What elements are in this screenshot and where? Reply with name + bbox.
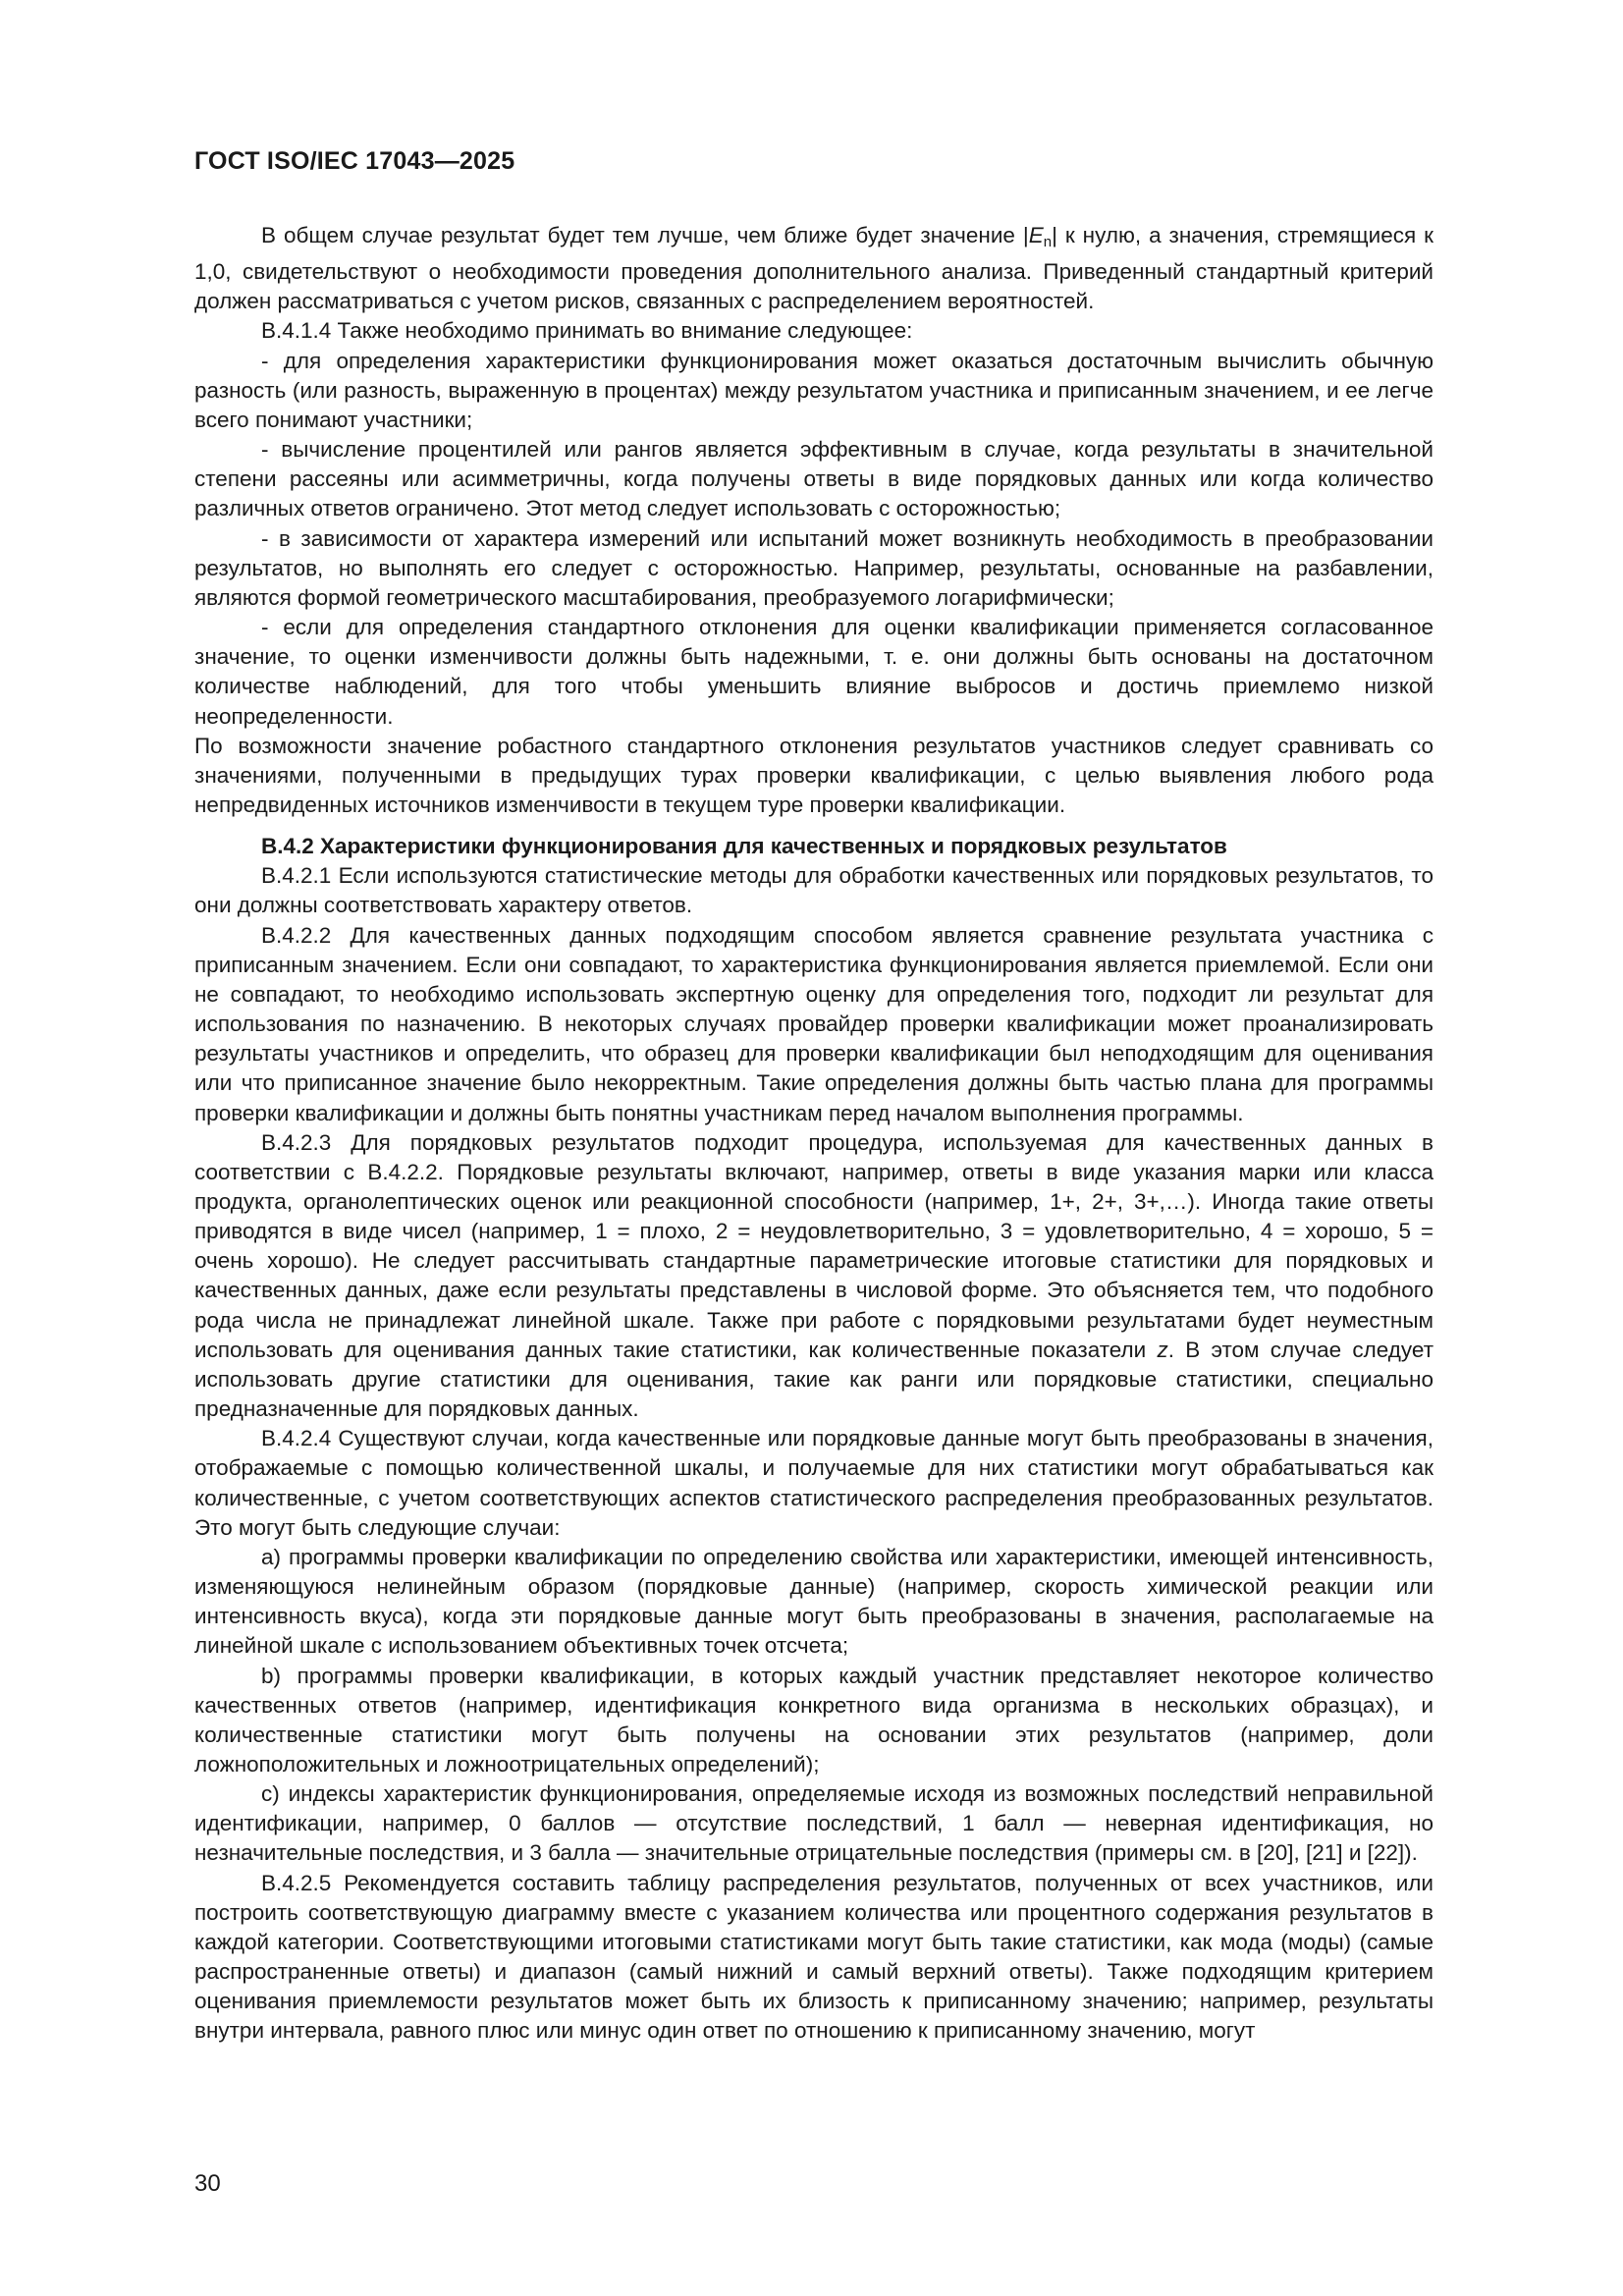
document-header: ГОСТ ISO/IEC 17043—2025 bbox=[194, 147, 515, 175]
paragraph bbox=[194, 1128, 1434, 1425]
paragraph bbox=[194, 221, 1434, 316]
list-item: b) программы проверки квалификации, в которых каждый участник представляет некоторое количество качественных ответов (например, идентификация конкретного вида организма в нескольких образцах), и количественные статистики могут быть получены на основании этих результатов (например, доли ложноположительных и ложноотрицательных определений); bbox=[194, 1663, 1434, 1777]
list-item: a) программы проверки квалификации по определению свойства или характеристики, имеющей интенсивность, изменяющуюся нелинейным образом (порядковые данные) (например, скорость химической реакции или интенсивность вкуса), когда эти порядковые данные могут быть преобразованы в значения, располагаемые на линейной шкале с использованием объективных точек отсчета; bbox=[194, 1544, 1434, 1659]
paragraph: В.4.2.4 Существуют случаи, когда качественные или порядковые данные могут быть преобразованы в значения, отображаемые с помощью количественной шкалы, и получаемые для них статистики могут обрабатываться как количественные, с учетом соответствующих аспектов статистического распределения преобразованных результатов. Это могут быть следующие случаи: bbox=[194, 1426, 1434, 1540]
paragraph: По возможности значение робастного стандартного отклонения результатов участников следует сравнивать со значениями, полученными в предыдущих турах проверки квалификации, с целью выявления любого рода непредвиденных источников изменчивости в текущем туре проверки квалификации. bbox=[194, 733, 1434, 817]
page-number: 30 bbox=[194, 2170, 221, 2197]
document-body bbox=[194, 221, 1434, 2047]
list-item: - вычисление процентилей или рангов является эффективным в случае, когда результаты в значительной степени рассеяны или асимметричны, когда получены ответы в виде порядковых данных или когда количество различных ответов ограничено. Этот метод следует использовать с осторожностью; bbox=[194, 437, 1434, 521]
formula-symbol: E bbox=[1028, 223, 1044, 247]
section-heading: В.4.2 Характеристики функционирования для качественных и порядковых результатов bbox=[261, 834, 1227, 859]
text-run: . В этом случае следует использовать другие статистики для оценивания, такие как ранги или порядковые статистики, специально предназначенные для порядковых данных. bbox=[194, 1337, 1434, 1422]
paragraph: В.4.2.5 Рекомендуется составить таблицу распределения результатов, полученных от всех участников, или построить соответствующую диаграмму вместе с указанием количества или процентного содержания результатов в каждой категории. Соответствующими итоговыми статистиками могут быть такие статистики, как мода (моды) (самые распространенные ответы) и диапазон (самый нижний и самый верхний ответы). Также подходящим критерием оценивания приемлемости результатов может быть их близость к приписанному значению; например, результаты внутри интервала, равного плюс или минус один ответ по отношению к приписанному значению, могут bbox=[194, 1870, 1434, 2044]
list-item: - для определения характеристики функционирования может оказаться достаточным вычислить обычную разность (или разность, выраженную в процентах) между результатом участника и приписанным значением, и ее легче всего понимают участники; bbox=[194, 348, 1434, 432]
text-run: | к нулю, а значения, стремящиеся к 1,0, свидетельствуют о необходимости проведения дополнительного анализа. Приведенный стандартный критерий должен рассматриваться с учетом рисков, связанных с распределением вероятностей. bbox=[194, 223, 1434, 314]
formula-symbol: z bbox=[1157, 1337, 1168, 1362]
text-run: В.4.2.3 Для порядковых результатов подходит процедура, используемая для качественных данных в соответствии с В.4.2.2. Порядковые результаты включают, например, ответы в виде указания марки или класса продукта, органолептических оценок или реакционной способности (например, 1+, 2+, 3+,…). Иногда такие ответы приводятся в виде чисел (например, 1 = плохо, 2 = неудовлетворительно, 3 = удовлетворительно, 4 = хорошо, 5 = очень хорошо). Не следует рассчитывать стандартные параметрические итоговые статистики для порядковых и качественных данных, даже если результаты представлены в числовой форме. Это объясняется тем, что подобного рода числа не принадлежат линейной шкале. Также при работе с порядковыми результатами будет неуместным использовать для оценивания данных такие статистики, как количественные показатели bbox=[194, 1129, 1434, 1362]
list-item: - если для определения стандартного отклонения для оценки квалификации применяется согласованное значение, то оценки изменчивости должны быть надежными, т. е. они должны быть основаны на достаточном количестве наблюдений, для того чтобы уменьшить влияние выбросов и достичь приемлемо низкой неопределенности. bbox=[194, 615, 1434, 729]
text-run: В общем случае результат будет тем лучше, чем ближе будет значение | bbox=[261, 223, 1029, 247]
paragraph: В.4.1.4 Также необходимо принимать во внимание следующее: bbox=[261, 318, 913, 344]
list-item: - в зависимости от характера измерений или испытаний может возникнуть необходимость в преобразовании результатов, но выполнять его следует с осторожностью. Например, результаты, основанные на разбавлении, являются формой геометрического масштабирования, преобразуемого логарифмически; bbox=[194, 525, 1434, 610]
formula-subscript: n bbox=[1043, 234, 1053, 250]
paragraph: В.4.2.2 Для качественных данных подходящим способом является сравнение результата участника с приписанным значением. Если они совпадают, то характеристика функционирования является приемлемой. Если они не совпадают, то необходимо использовать экспертную оценку для определения того, подходит ли результат для использования по назначению. В некоторых случаях провайдер проверки квалификации может проанализировать результаты участников и определить, что образец для проверки квалификации был неподходящим для оценивания или что приписанное значение было некорректным. Такие определения должны быть частью плана для программы проверки квалификации и должны быть понятны участникам перед началом выполнения программы. bbox=[194, 922, 1434, 1125]
paragraph: В.4.2.1 Если используются статистические методы для обработки качественных или порядковых результатов, то они должны соответствовать характеру ответов. bbox=[194, 863, 1434, 918]
list-item: c) индексы характеристик функционирования, определяемые исходя из возможных последствий неправильной идентификации, например, 0 баллов — отсутствие последствий, 1 балл — неверная идентификация, но незначительные последствия, и 3 балла — значительные отрицательные последствия (примеры см. в [20], [21] и [22]). bbox=[194, 1781, 1434, 1866]
